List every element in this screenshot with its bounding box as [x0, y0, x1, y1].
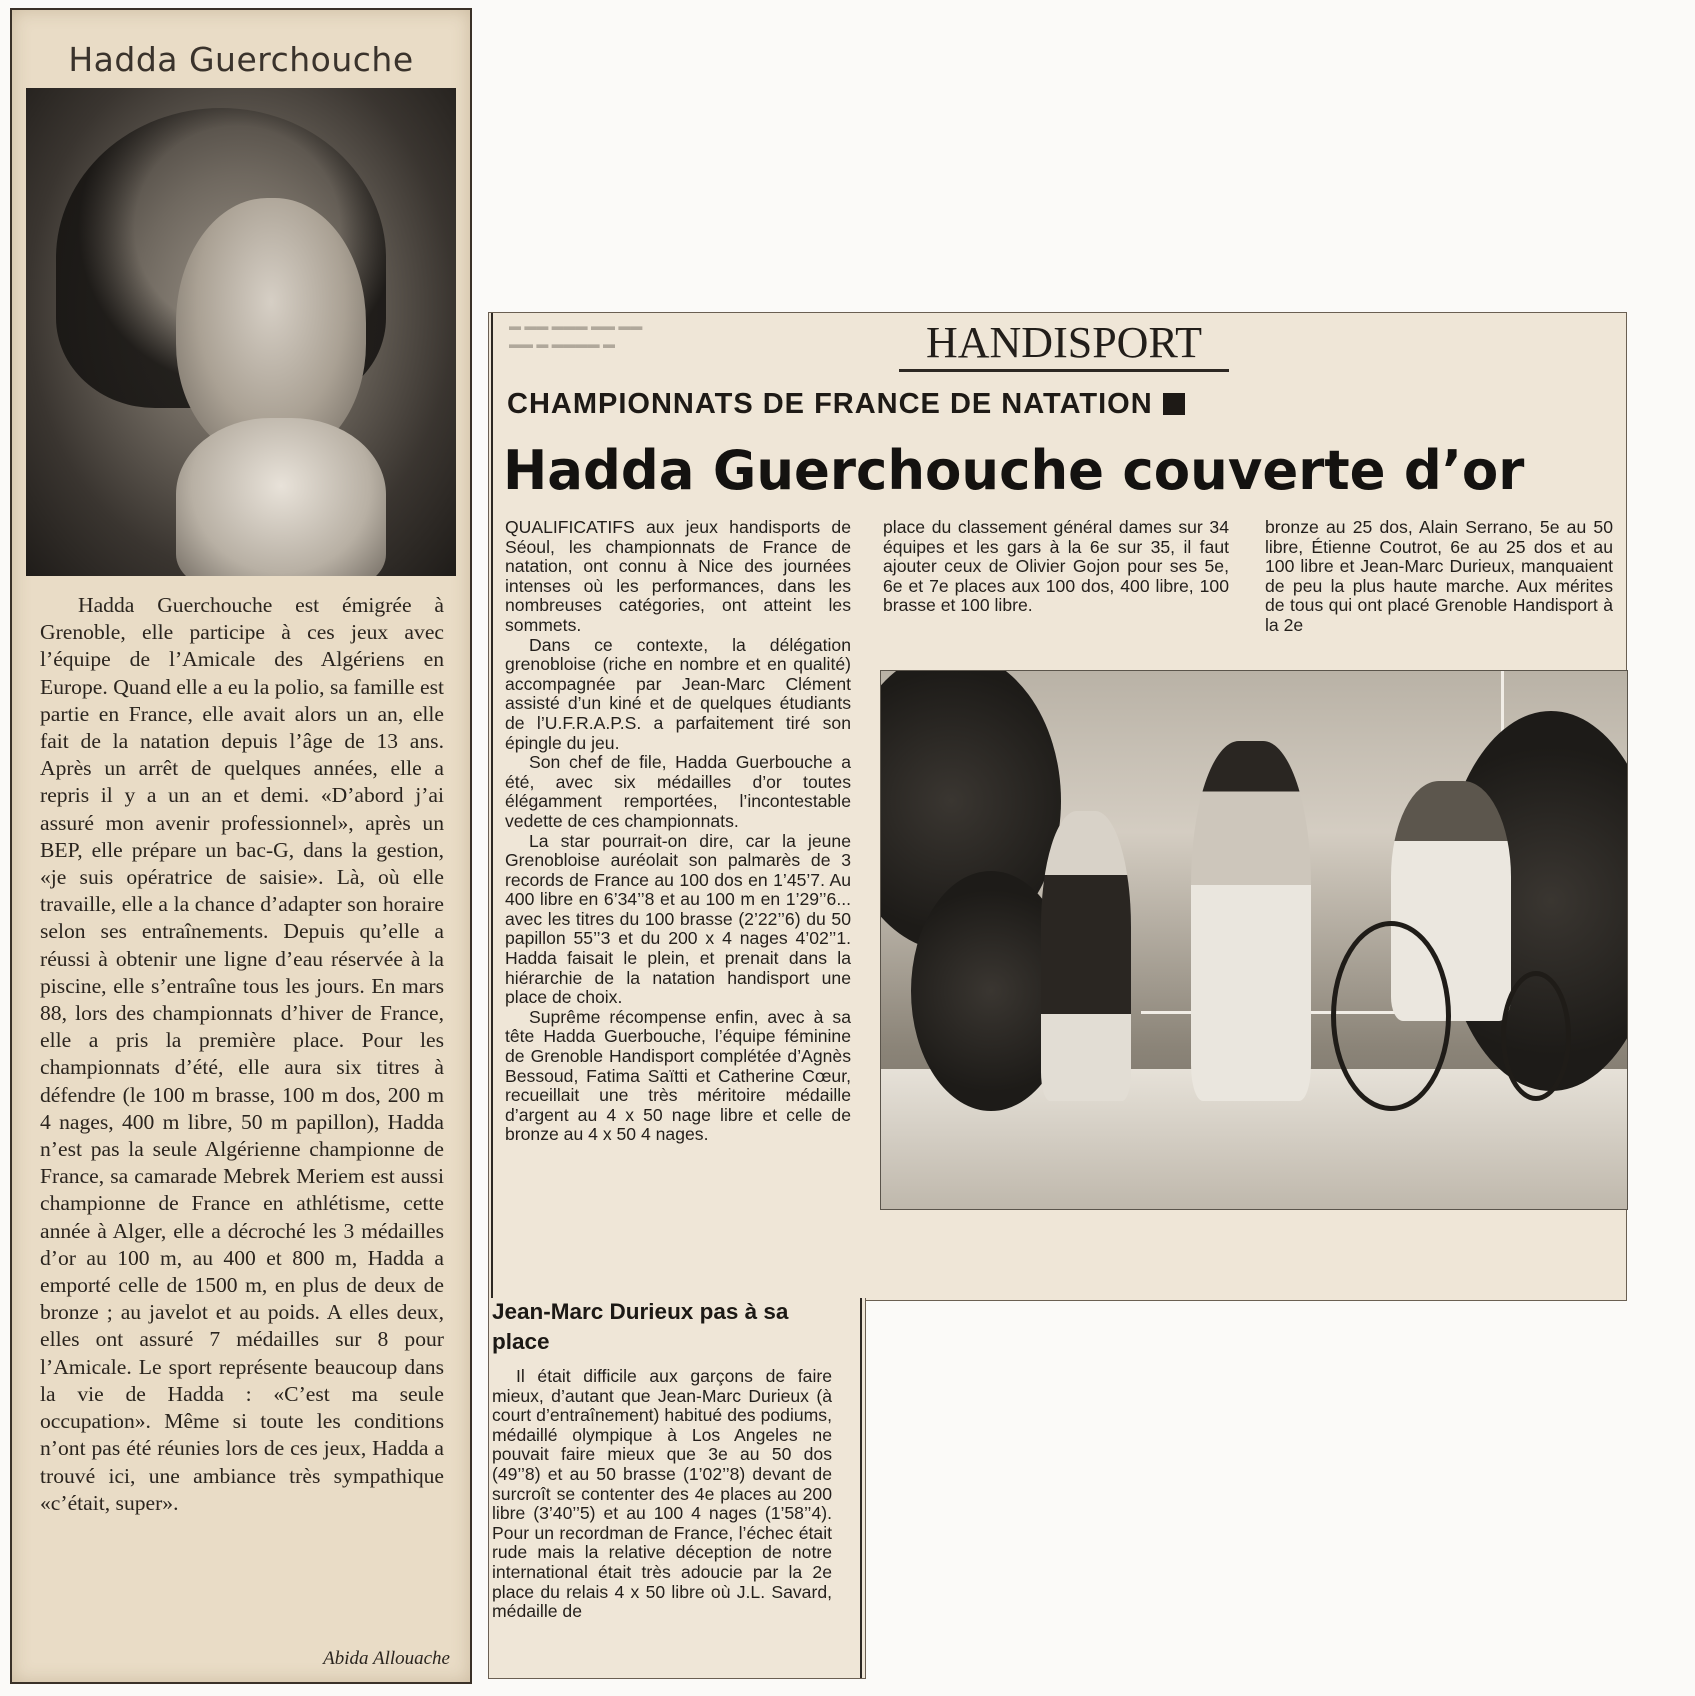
- left-clipping: [10, 8, 472, 1684]
- bleed-through-text: ▬▬ ▬ ▬▬▬▬ ▬: [509, 337, 616, 351]
- subheading: Jean-Marc Durieux pas à sa place: [492, 1299, 789, 1354]
- wheelchair-wheel: [1501, 971, 1571, 1101]
- article-column-1: [505, 518, 851, 1145]
- paragraph: Dans ce contexte, la délégation grenobloise (riche en nombre et en qualité) accompagnée par Jean-Marc Clément assisté d’un kiné et de quelques étudiants de l’U.F.R.A.P.S. a parfaitement tiré son épingle du jeu.: [505, 634, 851, 753]
- paragraph: Son chef de file, Hadda Guerbouche a été, avec six médailles d’or toutes élégamment remportées, l’incontestable vedette de ces championnats.: [505, 752, 851, 831]
- byline: Abida Allouache: [323, 1648, 450, 1669]
- photo-person: [1041, 811, 1131, 1101]
- column-rule: [860, 1298, 862, 1678]
- clipping-title: Hadda Guerchouche: [68, 40, 414, 79]
- bleed-through-text: ▬ ▬▬ ▬▬▬ ▬▬ ▬▬: [509, 319, 643, 333]
- team-photo: [880, 670, 1628, 1210]
- kicker: [507, 388, 1185, 421]
- paragraph: place du classement général dames sur 34 équipes et les gars à la 6e sur 35, il faut ajouter ceux de Olivier Gojon pour ses 5e, 6e et 7e places aux 100 dos, 400 libre, 100 brasse et 100 libre.: [883, 517, 1229, 616]
- section-label: HANDISPORT: [899, 313, 1229, 372]
- article-column-3: [1265, 518, 1613, 636]
- portrait-photo: [26, 88, 456, 576]
- paragraph: Suprême récompense enfin, avec à sa tête Hadda Guerbouche, l’équipe féminine de Grenoble Handisport complétée d’Agnès Bessoud, Fatima Saïtti et Catherine Cœur, recueillait une très méritoire médaille d’argent au 4 x 50 nage libre et celle de bronze au 4 x 50 4 nages.: [505, 1006, 851, 1145]
- paragraph: QUALIFICATIFS aux jeux handisports de Séoul, les championnats de France de natation, ont connu à Nice des journées intenses où les performances, dans les nombreuses catégories, ont atteint les sommets.: [505, 517, 851, 635]
- headline: Hadda Guerchouche couverte d’or: [503, 439, 1525, 502]
- article-column-2: [883, 518, 1229, 616]
- clipping-body: Hadda Guerchouche est émigrée à Grenoble, elle participe à ces jeux avec l’équipe de l’Amicale des Algériens en Europe. Quand elle a eu la polio, sa famille est partie en France, elle avait alors un an, elle fait de la natation depuis l’âge de 13 ans. Après un arrêt de quelques années, elle a repris il y a un an et demi. «D’abord j’ai assuré mon avenir professionnel», après un BEP, elle prépare un bac-G, dans la gestion, «je suis opératrice de saisie». Là, où elle travaille, elle a la chance d’adapter son horaire selon ses entraînements. Depuis qu’elle a réussi à obtenir une ligne d’eau réservée à la piscine, elle s’entraîne tous les jours. En mars 88, lors des championnats d’hiver de France, elle a pris la première place. Pour les championnats d’été, elle aura six titres à défendre (le 100 m brasse, 100 m dos, 200 m 4 nages, 400 m libre, 50 m papillon), Hadda n’est pas la seule Algérienne championne de France, sa camarade Mebrek Meriem est aussi championne de France en athlétisme, cette année à Alger, elle a décroché les 3 médailles d’or au 100 m, au 400 et 800 m, Hadda a emporté celle de 1500 m, en plus de deux de bronze ; au javelot et au poids. A elles deux, elles ont assuré 7 médailles sur 8 pour l’Amicale. Le sport représente beaucoup dans la vie de Hadda : «C’est ma seule occupation». Même si toute les conditions n’ont pas été réunies lors de ces jeux, Hadda a trouvé ici, une ambiance très sympathique «c’était, super».: [40, 593, 444, 1515]
- kicker-text: CHAMPIONNATS DE FRANCE DE NATATION: [507, 388, 1153, 420]
- paragraph: Il était difficile aux garçons de faire mieux, d’autant que Jean-Marc Durieux (à court d’entraînement) habitué des podiums, médaillé olympique à Los Angeles ne pouvait faire mieux que 3e au 50 dos (49’’8) et au 50 brasse (1’02’’8) devant de surcroît se contenter des 4e places au 200 libre (3’40’’5) et au 100 4 nages (1’58’’4). Pour un recordman de France, l’échec était rude mais la relative déception de notre international était très adoucie par la 2e place du relais 4 x 50 libre où J.L. Savard, médaille de: [492, 1366, 832, 1622]
- column-rule: [491, 313, 493, 1300]
- article-column-lower: [492, 1367, 832, 1622]
- photo-hand: [176, 418, 386, 576]
- wheelchair-wheel: [1331, 921, 1451, 1111]
- paragraph: bronze au 25 dos, Alain Serrano, 5e au 50 libre, Étienne Coutrot, 6e au 25 dos et au 100 libre et Jean-Marc Durieux, manquaient de peu la plus haute marche. Aux mérites de tous qui ont placé Grenoble Handisport à la 2e: [1265, 517, 1613, 635]
- photo-person: [1191, 741, 1311, 1101]
- paragraph: La star pourrait-on dire, car la jeune Grenobloise auréolait son palmarès de 3 records de France au 100 dos en 1’45’7. Au 400 libre en 6’34’’8 et au 100 m en 1’29’’6... avec les titres du 100 brasse (2’22’’6) du 50 papillon 55’’3 et du 200 x 4 nages 4’02’’1. Hadda faisait le plein, et prenait dans la hiérarchie de la natation handisport une place de choix.: [505, 830, 851, 1008]
- square-bullet-icon: [1163, 393, 1185, 415]
